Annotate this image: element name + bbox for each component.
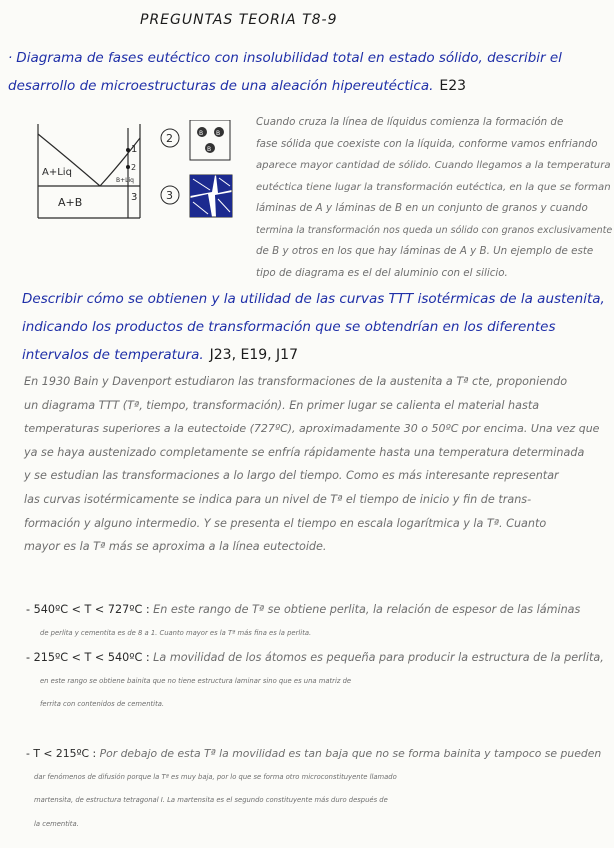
question-1-code: E23 — [439, 78, 467, 94]
answer-2-line: En 1930 Bain y Davenport estudiaron las transformaciones de la austenita a Tª cte, proponiendo — [24, 375, 568, 388]
answer-1-line: Cuando cruza la línea de líquidus comienza la formación de — [256, 116, 564, 128]
label-3: 3 — [166, 189, 173, 202]
answer-1-line: de B y otros en los que hay láminas de A y B. Un ejemplo de este — [256, 245, 594, 257]
answer-2-line: temperaturas superiores a la eutectoide (727ºC), aproximadamente 30 o 50ºC por encima. Una vez que — [24, 422, 600, 436]
answer-2-line: un diagrama TTT (Tª, tiempo, transformación). En primer lugar se calienta el material hasta — [24, 398, 540, 412]
bullet-line: la cementita. — [34, 819, 79, 828]
bullet-line: dar fenómenos de difusión porque la Tª es muy baja, por lo que se forma otro microconstituyente llamado — [34, 772, 397, 781]
marker-dot-2 — [126, 165, 130, 169]
bullet-key: - T < 215ºC : — [26, 747, 97, 760]
question-2-text: Describir cómo se obtienen y la utilidad de las curvas TTT isotérmicas de la austenita, indicando los productos de transformación que se obtendrían en los diferentes intervalos de temperatura. — [22, 291, 605, 363]
bullet-line — [26, 598, 606, 622]
answer-2-line: mayor es la Tª más se aproxima a la línea eutectoide. — [24, 540, 327, 554]
bullet-key: - 540ºC < T < 727ºC : — [26, 603, 150, 616]
answer-2-line: formación y alguno intermedio. Y se presenta el tiempo en escala logarítmica y la Tª. Cuanto — [24, 516, 547, 530]
answer-1-line: termina la transformación nos queda un sólido con granos exclusivamente — [256, 224, 613, 236]
grain-label-2: B — [216, 130, 221, 137]
bullet-martensita — [26, 742, 606, 836]
answer-2-line: las curvas isotérmicamente se indica para un nivel de Tª el tiempo de inicio y fin de trans- — [24, 492, 532, 506]
bullet-bainita — [26, 646, 606, 717]
bullet-key: - 215ºC < T < 540ºC : — [26, 651, 150, 664]
answer-2-line: y se estudian las transformaciones a lo largo del tiempo. Como es más interesante representar — [24, 469, 559, 483]
answer-1-line: láminas de A y láminas de B en un conjunto de granos y cuando — [256, 202, 588, 214]
bullet-line — [26, 742, 606, 766]
bullet-perlita — [26, 598, 606, 645]
bullet-line: en este rango se obtiene bainita que no tiene estructura laminar sino que es una matriz de — [40, 676, 352, 685]
answer-1-line: aparece mayor cantidad de sólido. Cuando llegamos a la temperatura — [256, 160, 611, 171]
bullet-line: ferrita con contenidos de cementita. — [40, 700, 165, 708]
bullet-line: martensita, de estructura tetragonal I. La martensita es el segundo constituyente más duro después de — [34, 796, 388, 804]
marker-1: 1 — [131, 144, 138, 155]
bullet-line: de perlita y cementita es de 8 a 1. Cuanto mayor es la Tª más fina es la perlita. — [40, 628, 312, 637]
question-1-bullet: · — [8, 50, 13, 66]
bullet-text: Por debajo de esta Tª la movilidad es tan baja que no se forma bainita y tampoco se pueden — [99, 747, 602, 760]
bullet-line — [26, 646, 606, 670]
question-2 — [22, 285, 608, 369]
answer-1-line: fase sólida que coexiste con la líquida, conforme vamos enfriando — [256, 137, 598, 150]
eutectic-diagram — [30, 120, 280, 240]
region-liquid-a: A+Liq — [42, 167, 72, 178]
marker-dot-1 — [126, 148, 130, 152]
marker-2: 2 — [131, 163, 137, 172]
microstructure-3 — [190, 175, 232, 217]
question-2-code: J23, E19, J17 — [209, 347, 298, 363]
answer-2 — [24, 370, 604, 559]
answer-1-line: tipo de diagrama es el del aluminio con el silicio. — [256, 266, 508, 279]
answer-2-line: ya se haya austenizado completamente se enfría rápidamente hasta una temperatura determinada — [24, 445, 585, 459]
grain-label-3: B — [207, 146, 212, 153]
label-2: 2 — [166, 132, 173, 145]
answer-1 — [256, 112, 612, 284]
question-1-text: Diagrama de fases eutéctico con insolubilidad total en estado sólido, describir el desarrollo de microestructuras de una aleación hipereutéctica. — [8, 50, 562, 94]
region-liquid-b: B+Liq — [116, 177, 134, 184]
marker-3: 3 — [131, 192, 138, 203]
microstructure-2 — [190, 120, 230, 160]
bullet-text: En este rango de Tª se obtiene perlita, la relación de espesor de las láminas — [153, 603, 581, 616]
region-solid: A+B — [58, 196, 83, 209]
answer-1-line: eutéctica tiene lugar la transformación eutéctica, en la que se forman — [256, 181, 611, 193]
page-title: PREGUNTAS TEORIA T8-9 — [140, 12, 338, 28]
question-1 — [8, 44, 608, 100]
bullet-text: La movilidad de los átomos es pequeña para producir la estructura de la perlita, — [153, 651, 604, 664]
grain-label-1: B — [199, 130, 204, 137]
